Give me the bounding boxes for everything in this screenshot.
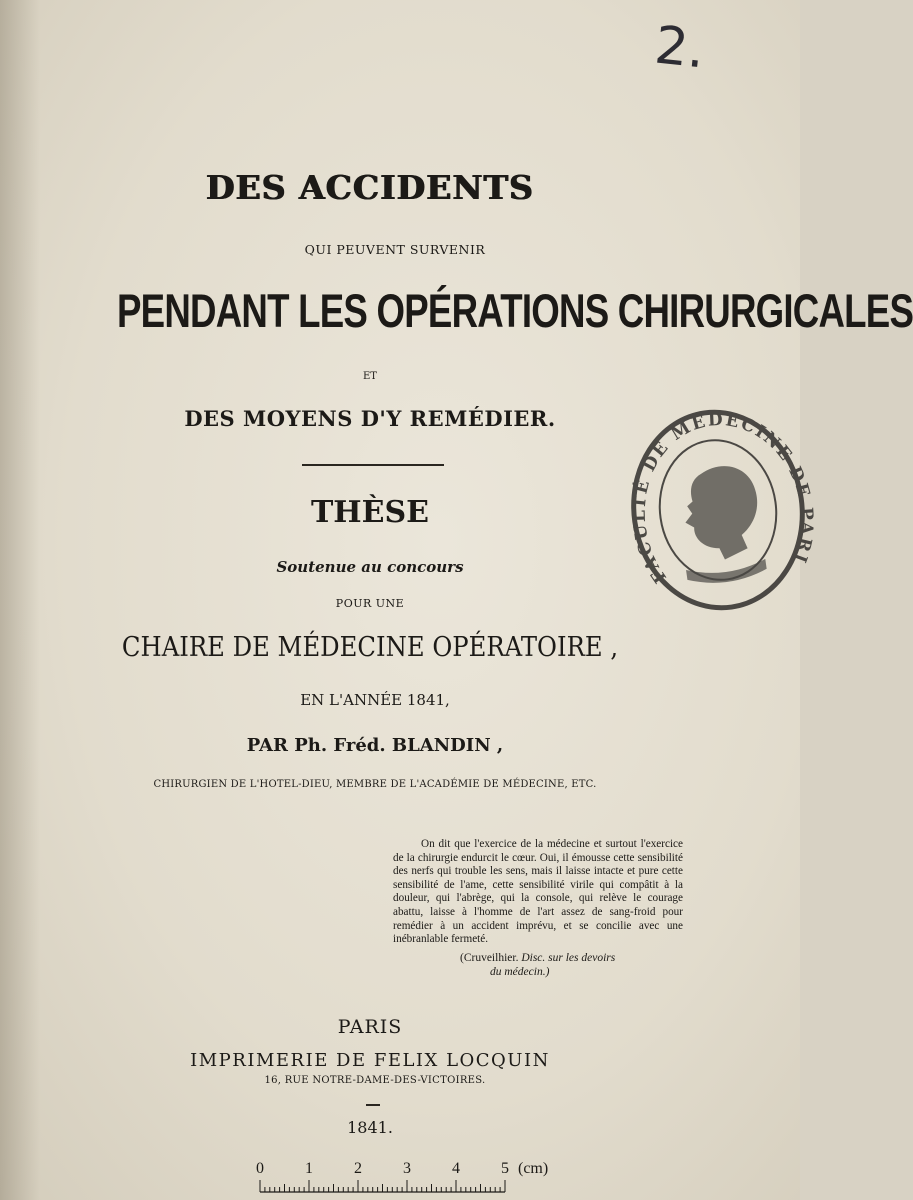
imprint-dash [366,1104,380,1106]
scale-label-5: 5 [501,1160,509,1177]
these-heading: THÈSE [310,495,430,530]
pour-une-line: POUR UNE [335,597,405,610]
epigraph-paragraph: On dit que l'exercice de la médecine et surtout l'exercice de la chirurgie endurcit le cœur. Oui, il émousse cette sensibilité des nerfs qui trouble les sens, mais il laisse intacte et pure cette sensibilité de l'ame, cette sensibilité virile qui compâtit à la douleur, qui l'abrège, qui la console, qui relève le courage abattu, laisse à l'homme de l'art assez de sang-froid pour remédier à un accident imprévu, et se concilie avec une inébranlable fermeté. [393,838,683,946]
imprint-city: PARIS [337,1016,403,1038]
scale-unit: (cm) [518,1160,549,1177]
stamp-text: FACULTÉ DE MÉDECINE DE PARIS [629,409,817,587]
title-line-operations: PENDANT LES OPÉRATIONS CHIRURGICALES [117,284,913,337]
imprint-address: 16, RUE NOTRE-DAME-DES-VICTOIRES. [264,1075,486,1086]
title-line-survenir: QUI PEUVENT SURVENIR [304,242,486,257]
title-divider [302,464,444,466]
soutenue-line: Soutenue au concours [276,558,464,576]
title-line-et: ET [363,371,377,382]
library-stamp [618,400,818,620]
scale-label-1: 1 [305,1160,313,1177]
imprint-printer: IMPRIMERIE DE FELIX LOCQUIN [190,1050,550,1071]
affiliation-line: CHIRURGIEN DE L'HOTEL-DIEU, MEMBRE DE L'ACADÉMIE DE MÉDECINE, ETC. [153,779,597,790]
imprint-year: 1841. [347,1118,393,1137]
author-line: PAR Ph. Fréd. BLANDIN , [246,735,504,756]
stamp-seal-icon [618,400,818,620]
citation-source-1: Disc. sur les devoirs [521,952,616,964]
epigraph-text [393,838,683,947]
title-line-moyens: DES MOYENS D'Y REMÉDIER. [184,406,556,431]
year-line: EN L'ANNÉE 1841, [300,691,450,709]
citation-source-2: du médecin.) [490,965,550,978]
scale-label-0: 0 [256,1160,264,1177]
scale-label-2: 2 [354,1160,362,1177]
scale-label-4: 4 [452,1160,460,1177]
scale-label-3: 3 [403,1160,411,1177]
citation-author: (Cruveilhier. [460,952,519,964]
epigraph-citation [460,952,680,979]
pencil-number: 2. [652,15,708,81]
title-line-accidents: DES ACCIDENTS [206,168,534,207]
chaire-line: CHAIRE DE MÉDECINE OPÉRATOIRE , [121,632,619,663]
binding-shadow [0,0,40,1200]
scale-ruler-icon [240,1158,560,1200]
